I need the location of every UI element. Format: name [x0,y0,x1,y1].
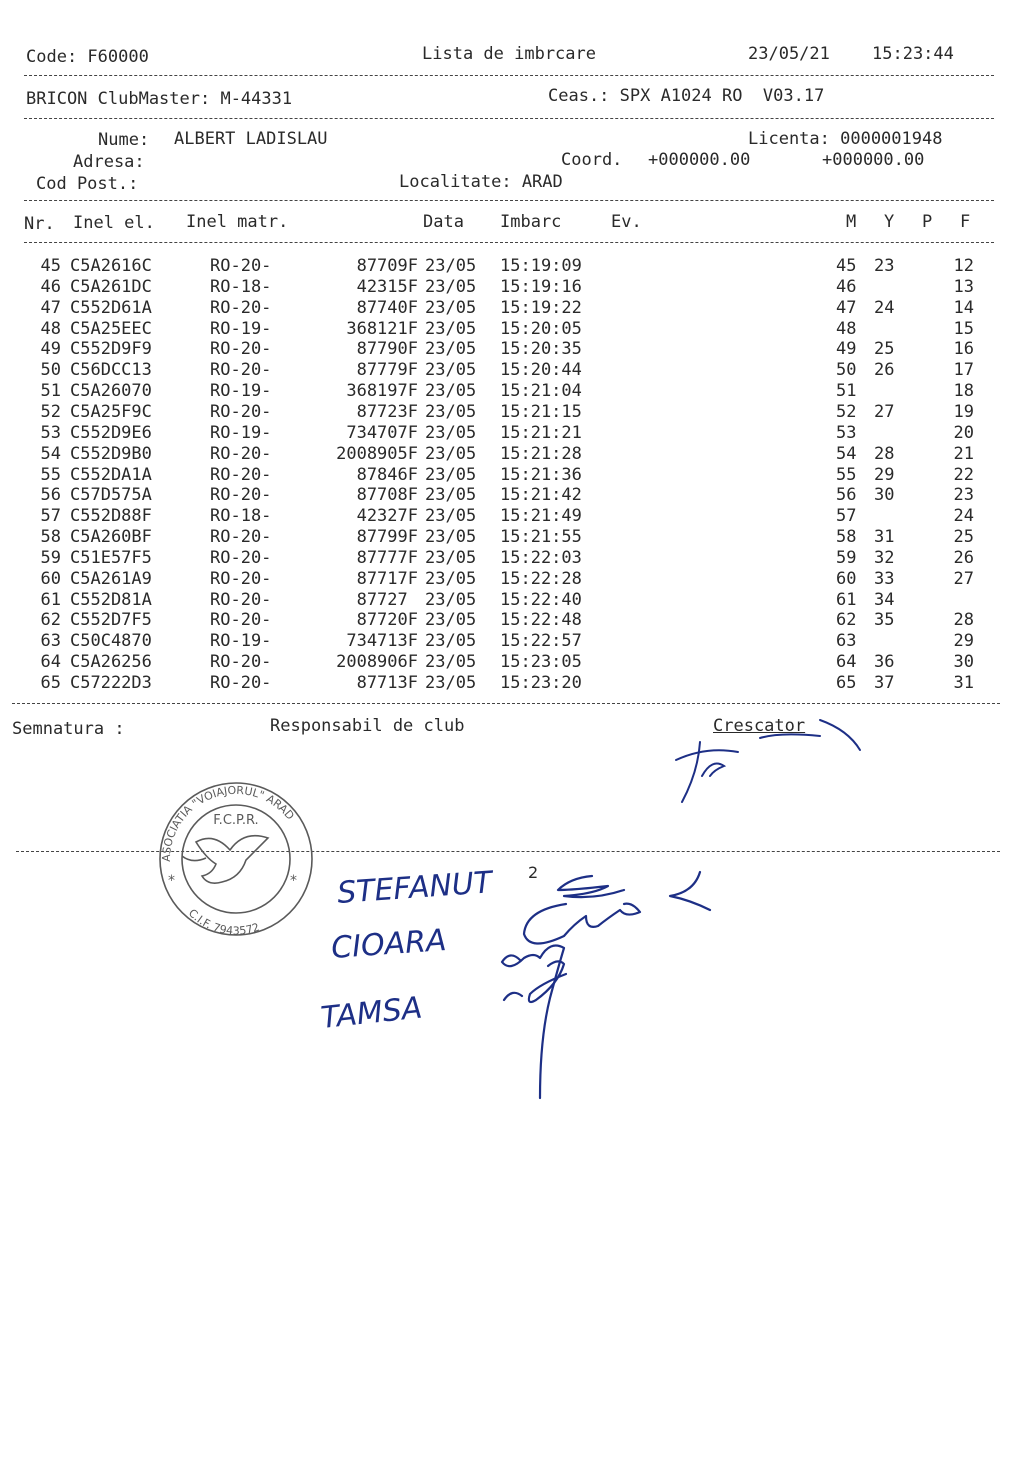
row-f: 27 [953,568,974,589]
handwritten-name-2: CIOARA [330,923,448,966]
row-ring-number: 87777F [356,547,418,568]
row-ring-number: 87717F [356,568,418,589]
row-nr: 61 [40,589,61,610]
row-date: 23/05 [425,547,477,568]
row-f: 17 [953,360,974,381]
row-arrival-time: 15:20:05 [500,318,582,339]
stamp-text-top: ASOCIATIA "VOIAJORUL" ARAD [159,783,297,862]
locality: Localitate: ARAD [399,172,563,192]
row-m: 48 [836,318,857,339]
owner-name: ALBERT LADISLAU [174,129,328,149]
row-m: 65 [836,673,857,693]
row-electronic-ring: C5A261A9 [70,568,152,589]
row-arrival-time: 15:22:57 [500,631,582,652]
coord-x: +000000.00 [648,150,751,170]
row-m: 46 [836,276,857,297]
row-m: 52 [836,401,857,422]
row-nr: 50 [40,360,61,381]
row-nr: 51 [40,381,61,402]
row-electronic-ring: C552D88F [70,506,152,527]
row-nr: 62 [40,610,61,631]
row-date: 23/05 [425,360,477,381]
row-ring-prefix: RO-19- [210,318,272,339]
row-ring-prefix: RO-20- [210,256,272,276]
row-y: 31 [874,527,895,548]
row-date: 23/05 [425,568,477,589]
stamp-star-right: * [290,873,297,889]
row-ring-prefix: RO-18- [210,506,272,527]
row-f: 25 [953,527,974,548]
row-f: 18 [953,381,974,402]
row-f: 16 [953,339,974,360]
row-electronic-ring: C552D7F5 [70,610,152,631]
row-m: 58 [836,527,857,548]
row-m: 56 [836,485,857,506]
row-ring-prefix: RO-20- [210,464,272,485]
row-date: 23/05 [425,589,477,610]
row-y: 30 [874,485,895,506]
row-ring-number: 2008905F [336,443,418,464]
row-arrival-time: 15:21:55 [500,527,582,548]
row-ring-number: 42315F [356,276,418,297]
row-ring-number: 87846F [356,464,418,485]
col-inel-matr: Inel matr. [186,212,289,232]
row-f: 23 [953,485,974,506]
row-electronic-ring: C56DCC13 [70,360,152,381]
row-m: 64 [836,652,857,673]
row-arrival-time: 15:22:28 [500,568,582,589]
row-ring-number: 87713F [356,673,418,693]
col-data: Data [423,212,464,232]
row-ring-prefix: RO-20- [210,339,272,360]
col-ev: Ev. [611,212,642,232]
row-nr: 58 [40,527,61,548]
signature-scribble-6 [504,993,522,1000]
row-ring-prefix: RO-20- [210,547,272,568]
row-ring-prefix: RO-20- [210,568,272,589]
row-m: 60 [836,568,857,589]
row-nr: 49 [40,339,61,360]
row-nr: 45 [40,256,61,276]
row-m: 51 [836,381,857,402]
row-y: 27 [874,401,895,422]
row-m: 55 [836,464,857,485]
row-arrival-time: 15:21:36 [500,464,582,485]
row-nr: 57 [40,506,61,527]
row-electronic-ring: C552D9E6 [70,422,152,443]
row-y: 25 [874,339,895,360]
row-nr: 63 [40,631,61,652]
row-ring-number: 87779F [356,360,418,381]
stamp-star-left: * [168,873,175,889]
row-ring-prefix: RO-18- [210,276,272,297]
row-date: 23/05 [425,276,477,297]
row-m: 49 [836,339,857,360]
row-nr: 65 [40,673,61,693]
club-representative-label: Responsabil de club [270,716,465,736]
club-master: BRICON ClubMaster: M-44331 [26,89,293,109]
col-nr: Nr. [24,214,55,234]
col-m: M [846,212,857,232]
row-arrival-time: 15:21:15 [500,401,582,422]
row-arrival-time: 15:21:28 [500,443,582,464]
row-f: 29 [953,631,974,652]
name-label: Nume: [98,130,150,150]
row-ring-number: 42327F [356,506,418,527]
row-nr: 60 [40,568,61,589]
row-arrival-time: 15:23:20 [500,673,582,693]
col-p: P [922,212,933,232]
row-ring-number: 87720F [356,610,418,631]
row-date: 23/05 [425,422,477,443]
row-m: 61 [836,589,857,610]
row-m: 53 [836,422,857,443]
signature-scribble-4 [502,946,564,1098]
row-nr: 59 [40,547,61,568]
row-ring-prefix: RO-19- [210,381,272,402]
row-ring-number: 368197F [346,381,418,402]
row-electronic-ring: C5A26256 [70,652,152,673]
document-title: Lista de imbrcare [422,44,596,64]
row-ring-number: 87727 [356,589,418,610]
row-arrival-time: 15:21:42 [500,485,582,506]
breeder-signature [676,720,860,802]
row-ring-prefix: RO-20- [210,610,272,631]
row-date: 23/05 [425,381,477,402]
row-date: 23/05 [425,318,477,339]
row-ring-number: 368121F [346,318,418,339]
row-y: 35 [874,610,895,631]
row-f: 20 [953,422,974,443]
row-date: 23/05 [425,256,477,276]
row-ring-prefix: RO-20- [210,527,272,548]
row-date: 23/05 [425,631,477,652]
address-label: Adresa: [73,152,145,172]
row-arrival-time: 15:20:44 [500,360,582,381]
row-date: 23/05 [425,401,477,422]
print-time: 15:23:44 [872,44,954,64]
col-inel-el: Inel el. [73,213,155,233]
row-electronic-ring: C552D81A [70,589,152,610]
row-y: 32 [874,547,895,568]
row-electronic-ring: C5A25F9C [70,401,152,422]
row-m: 47 [836,297,857,318]
row-y: 29 [874,464,895,485]
row-f: 26 [953,547,974,568]
signature-label: Semnatura : [12,719,125,739]
row-electronic-ring: C5A261DC [70,276,152,297]
row-ring-prefix: RO-20- [210,360,272,381]
row-ring-number: 87708F [356,485,418,506]
row-arrival-time: 15:22:03 [500,547,582,568]
row-date: 23/05 [425,506,477,527]
row-f: 13 [953,276,974,297]
dove-wing-icon [182,856,206,861]
row-arrival-time: 15:19:16 [500,276,582,297]
clock-info: Ceas.: SPX A1024 RO V03.17 [548,86,825,106]
row-f: 19 [953,401,974,422]
row-electronic-ring: C50C4870 [70,631,152,652]
postcode-label: Cod Post.: [36,174,139,194]
row-nr: 55 [40,464,61,485]
row-nr: 47 [40,297,61,318]
signature-scribble-3 [524,904,640,944]
row-ring-number: 87799F [356,527,418,548]
row-y: 37 [874,673,895,693]
stamp-text-mid: F.C.P.R. [213,813,259,828]
row-m: 54 [836,443,857,464]
row-nr: 64 [40,652,61,673]
row-y: 24 [874,297,895,318]
row-y: 36 [874,652,895,673]
handwritten-name-1: STEFANUT [336,865,494,911]
row-arrival-time: 15:21:21 [500,422,582,443]
row-y: 28 [874,443,895,464]
row-y: 23 [874,256,895,276]
row-date: 23/05 [425,527,477,548]
row-f: 31 [953,673,974,693]
row-date: 23/05 [425,652,477,673]
coord-y: +000000.00 [822,150,925,170]
signature-scribble-2 [670,872,710,910]
row-nr: 56 [40,485,61,506]
row-electronic-ring: C51E57F5 [70,547,152,568]
coord-label: Coord. [561,150,623,170]
row-arrival-time: 15:20:35 [500,339,582,360]
col-y: Y [884,212,895,232]
print-date: 23/05/21 [748,44,830,64]
row-ring-number: 734707F [346,422,418,443]
row-nr: 53 [40,422,61,443]
row-f: 22 [953,464,974,485]
row-arrival-time: 15:22:40 [500,589,582,610]
row-f: 28 [953,610,974,631]
row-arrival-time: 15:23:05 [500,652,582,673]
row-electronic-ring: C5A260BF [70,527,152,548]
row-y: 26 [874,360,895,381]
row-ring-number: 87709F [356,256,418,276]
row-y: 33 [874,568,895,589]
row-arrival-time: 15:21:49 [500,506,582,527]
row-f: 21 [953,443,974,464]
row-nr: 48 [40,318,61,339]
row-m: 50 [836,360,857,381]
row-nr: 54 [40,443,61,464]
row-electronic-ring: C552D9F9 [70,339,152,360]
row-y: 34 [874,589,895,610]
document-code: Code: F60000 [26,47,149,67]
row-ring-prefix: RO-20- [210,589,272,610]
row-electronic-ring: C552DA1A [70,464,152,485]
row-date: 23/05 [425,610,477,631]
row-ring-number: 734713F [346,631,418,652]
row-ring-prefix: RO-20- [210,485,272,506]
row-ring-prefix: RO-19- [210,631,272,652]
row-electronic-ring: C552D61A [70,297,152,318]
handwritten-number: 2 [528,863,539,882]
row-ring-prefix: RO-20- [210,673,272,693]
row-arrival-time: 15:19:22 [500,297,582,318]
license-number: Licenta: 0000001948 [748,129,943,149]
row-electronic-ring: C57D575A [70,485,152,506]
row-electronic-ring: C57222D3 [70,673,152,693]
row-m: 59 [836,547,857,568]
row-arrival-time: 15:22:48 [500,610,582,631]
row-m: 57 [836,506,857,527]
row-date: 23/05 [425,464,477,485]
row-ring-prefix: RO-20- [210,443,272,464]
signature-scribble-1 [558,876,624,897]
row-ring-prefix: RO-20- [210,297,272,318]
row-ring-prefix: RO-19- [210,422,272,443]
row-arrival-time: 15:19:09 [500,256,582,276]
row-date: 23/05 [425,485,477,506]
row-date: 23/05 [425,297,477,318]
row-date: 23/05 [425,339,477,360]
row-ring-prefix: RO-20- [210,401,272,422]
dove-icon [196,836,268,883]
row-m: 45 [836,256,857,276]
row-f: 30 [953,652,974,673]
row-m: 63 [836,631,857,652]
stamp-text-bottom: C.I.F. 7943572 [185,906,262,938]
row-electronic-ring: C5A25EEC [70,318,152,339]
row-electronic-ring: C552D9B0 [70,443,152,464]
row-f: 24 [953,506,974,527]
row-f: 15 [953,318,974,339]
col-imbarc: Imbarc [500,212,562,232]
row-ring-number: 87740F [356,297,418,318]
row-nr: 46 [40,276,61,297]
row-ring-number: 87790F [356,339,418,360]
row-f: 12 [953,256,974,276]
row-arrival-time: 15:21:04 [500,381,582,402]
row-ring-prefix: RO-20- [210,652,272,673]
breeder-label: Crescator [713,716,806,736]
member-signatures [502,872,710,1098]
row-m: 62 [836,610,857,631]
row-date: 23/05 [425,443,477,464]
handwritten-name-3: TAMSA [319,990,424,1036]
row-nr: 52 [40,401,61,422]
row-electronic-ring: C5A26070 [70,381,152,402]
row-electronic-ring: C5A2616C [70,256,152,276]
row-date: 23/05 [425,673,477,693]
signature-scribble-5 [529,961,566,1002]
row-ring-number: 2008906F [336,652,418,673]
col-f: F [960,212,971,232]
row-f: 14 [953,297,974,318]
row-ring-number: 87723F [356,401,418,422]
